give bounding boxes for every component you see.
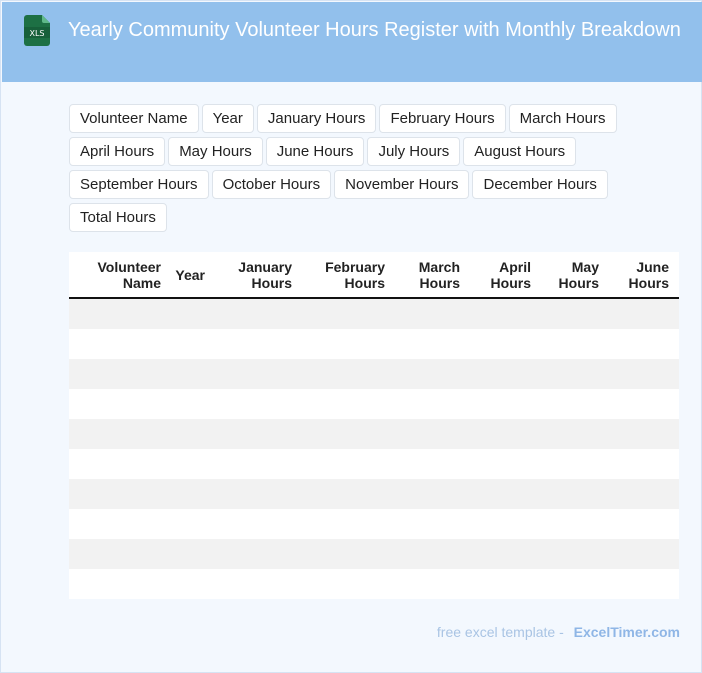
svg-text:XLS: XLS <box>29 29 45 38</box>
table-row[interactable] <box>69 479 679 509</box>
field-chip-total-hours: Total Hours <box>69 203 167 232</box>
column-header-line: Volunteer <box>97 258 161 275</box>
table-row[interactable] <box>69 329 679 359</box>
column-header-line: April <box>499 258 531 275</box>
field-chip-january-hours: January Hours <box>257 104 377 133</box>
column-header-line: Name <box>122 274 161 291</box>
table-row[interactable] <box>69 389 679 419</box>
field-chip-october-hours: October Hours <box>212 170 332 199</box>
field-chip-may-hours: May Hours <box>168 137 263 166</box>
table-row[interactable] <box>69 569 679 599</box>
column-header-line: Hours <box>490 274 531 291</box>
table-row[interactable] <box>69 449 679 479</box>
footer-credit <box>437 624 680 640</box>
column-header-february-hours[interactable] <box>307 252 385 297</box>
column-header-line: Hours <box>558 274 599 291</box>
header-banner <box>2 2 702 82</box>
page-title: Yearly Community Volunteer Hours Register with Monthly Breakdown <box>68 19 681 41</box>
field-chip-list <box>69 104 629 232</box>
field-chip-march-hours: March Hours <box>509 104 617 133</box>
table-header <box>69 252 679 299</box>
footer-brand-link[interactable]: ExcelTimer.com <box>573 624 680 640</box>
volunteer-hours-table <box>69 252 679 599</box>
column-header-line: Hours <box>344 274 385 291</box>
column-header-may-hours[interactable] <box>543 252 599 297</box>
table-row[interactable] <box>69 359 679 389</box>
field-chip-june-hours: June Hours <box>266 137 365 166</box>
table-row[interactable] <box>69 539 679 569</box>
column-header-volunteer-name[interactable] <box>69 252 161 297</box>
column-header-line: January <box>238 258 292 275</box>
footer-prefix: free excel template - <box>436 624 564 640</box>
field-chip-april-hours: April Hours <box>69 137 165 166</box>
field-chip-year: Year <box>202 104 254 133</box>
column-header-line: Hours <box>251 274 292 291</box>
field-chip-december-hours: December Hours <box>472 170 607 199</box>
field-chip-july-hours: July Hours <box>367 137 460 166</box>
field-chip-february-hours: February Hours <box>379 104 505 133</box>
column-header-line: March <box>418 258 460 275</box>
column-header-line: May <box>571 258 599 275</box>
table-row[interactable] <box>69 419 679 449</box>
column-header-january-hours[interactable] <box>219 252 292 297</box>
column-header-line: Hours <box>628 274 669 291</box>
table-row[interactable] <box>69 299 679 329</box>
column-header-june-hours[interactable] <box>614 252 669 297</box>
column-header-line: February <box>325 258 385 275</box>
column-header-line: Hours <box>419 274 460 291</box>
field-chip-august-hours: August Hours <box>463 137 576 166</box>
field-chip-september-hours: September Hours <box>69 170 209 199</box>
column-header-april-hours[interactable] <box>474 252 531 297</box>
column-header-line: June <box>636 258 669 275</box>
field-chip-november-hours: November Hours <box>334 170 469 199</box>
column-header-year[interactable] <box>169 252 205 297</box>
column-header-line: Year <box>175 266 205 283</box>
column-header-march-hours[interactable] <box>399 252 460 297</box>
field-chip-volunteer-name: Volunteer Name <box>69 104 199 133</box>
table-row[interactable] <box>69 509 679 539</box>
